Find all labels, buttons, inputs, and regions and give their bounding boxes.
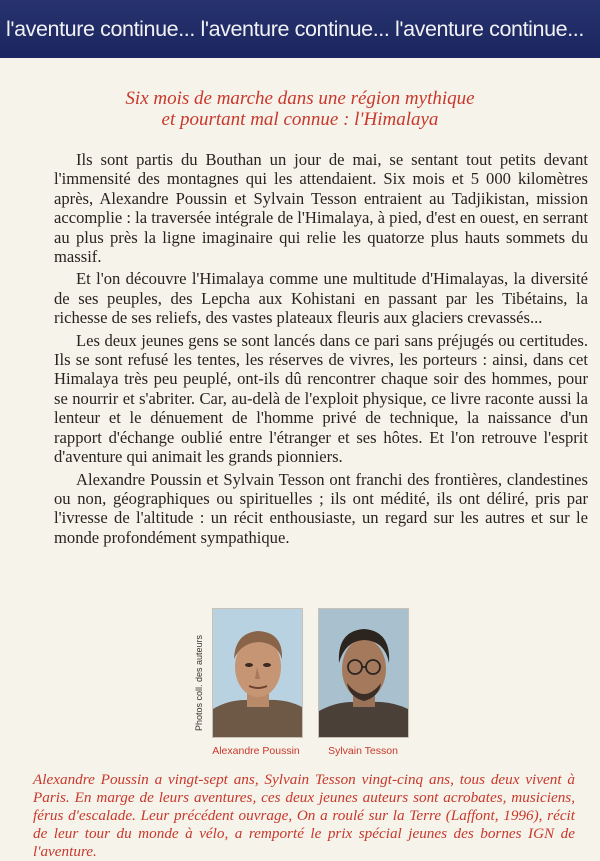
header-banner: l'aventure continue... l'aventure continue... l'aventure continue... <box>0 0 600 58</box>
author-photo-alexandre-poussin <box>212 608 303 738</box>
subtitle <box>0 88 600 130</box>
author-bio: Alexandre Poussin a vingt-sept ans, Sylvain Tesson vingt-cinq ans, tous deux vivent à Paris. En marge de leurs aventures, ces deux jeunes auteurs sont acrobates, musiciens, férus d'escalade. Leur précédent ouvrage, On a roulé sur la Terre (Laffont, 1996), récit de leur tour du monde à vélo, a remporté le prix spécial jeunes des bornes IGN de l'aventure. <box>33 771 575 860</box>
paragraph: Les deux jeunes gens se sont lancés dans ce pari sans préjugés ou certitudes. Ils se sont refusé les tentes, les réserves de vivres, les porteurs : ainsi, dans cet Himalaya très peu peuplé, ont-ils dû rencontrer chaque soir des hommes, pour se nourrir et s'abriter. Car, au-delà de l'exploit physique, ce livre raconte aussi la lenteur et le dénuement de l'homme privé de technique, la naissance d'un rapport d'échange oublié entre l'étranger et ses hôtes. Et l'on retrouve l'esprit d'aventure qui animait les grands pionniers. <box>54 330 588 467</box>
subtitle-line-1: Six mois de marche dans une région mythique <box>125 88 475 109</box>
photo-caption-alexandre: Alexandre Poussin <box>212 745 300 757</box>
portrait-illustration <box>319 609 408 737</box>
subtitle-line-2: et pourtant mal connue : l'Himalaya <box>161 109 439 130</box>
body-text <box>54 150 588 550</box>
paragraph: Et l'on découvre l'Himalaya comme une multitude d'Himalayas, la diversité de ses peuples, des Lepcha aux Kohistani en passant par les Tibétains, la richesse de ses reliefs, des vastes plateaux fleuris aux glaciers crevassés... <box>54 269 588 328</box>
paragraph: Ils sont partis du Bouthan un jour de mai, se sentant tout petits devant l'immensité des montagnes qui les attendaient. Six mois et 5 000 kilomètres après, Alexandre Poussin et Sylvain Tesson entraient au Tadjikistan, mission accomplie : la traversée intégrale de l'Himalaya, à pied, d'est en ouest, en serrant au plus près la ligne imaginaire qui relie les quatorze plus hauts sommets du massif. <box>54 150 588 267</box>
paragraph: Alexandre Poussin et Sylvain Tesson ont franchi des frontières, clandestines ou non, géographiques ou spirituelles ; ils ont médité, ils ont déliré, pris par l'ivresse de l'altitude : un récit enthousiaste, un regard sur les autres et sur le monde profondément sympathique. <box>54 469 588 547</box>
photo-caption-sylvain: Sylvain Tesson <box>328 745 398 757</box>
author-photo-sylvain-tesson <box>318 608 409 738</box>
photo-credit: Photos coll. des auteurs <box>194 634 204 731</box>
portrait-illustration <box>213 609 302 737</box>
